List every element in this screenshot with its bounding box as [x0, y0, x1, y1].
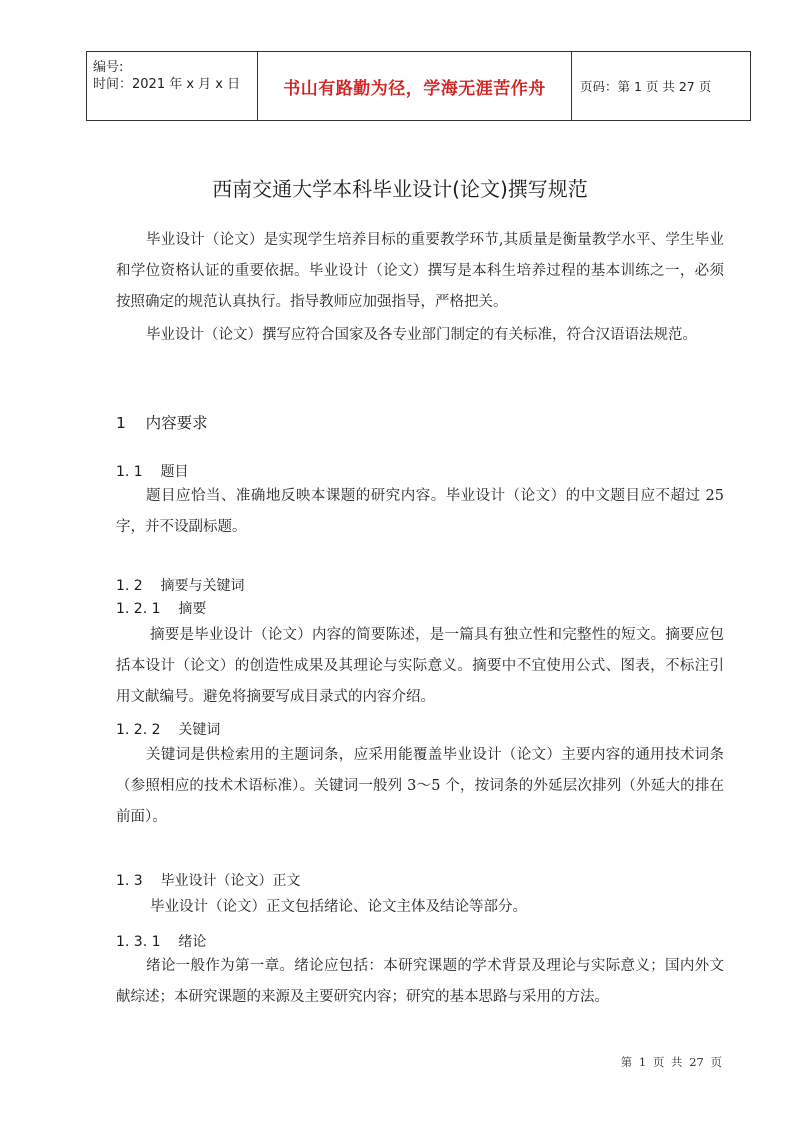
section-number: 1. 1: [116, 464, 143, 480]
section-number: 1: [116, 414, 126, 432]
document-title: 西南交通大学本科毕业设计(论文)撰写规范: [212, 177, 588, 201]
section-1-3-heading: [116, 870, 301, 890]
header-page-info: 页码：第 1 页 共 27 页: [572, 52, 751, 120]
section-number: 1. 2. 1: [116, 601, 161, 617]
header-motto: 书山有路勤为径，学海无涯苦作舟: [258, 52, 572, 120]
document-header: [86, 51, 751, 121]
section-1-2-heading: [116, 575, 245, 595]
section-1-3-body: 毕业设计（论文）正文包括绪论、论文主体及结论等部分。: [150, 899, 527, 915]
section-title: 题目: [160, 464, 189, 480]
section-number: 1. 3. 1: [116, 934, 161, 950]
intro-paragraph-2: 毕业设计（论文）撰写应符合国家及各专业部门制定的有关标准，符合汉语语法规范。: [146, 327, 697, 343]
header-time-label: 时间：2021 年 x 月 x 日: [93, 77, 241, 92]
section-1-2-1-body: 摘要是毕业设计（论文）内容的简要陈述，是一篇具有独立性和完整性的短文。摘要应包括本设计（论文）的创造性成果及其理论与实际意义。摘要中不宜使用公式、图表，不标注引用文献编号。避免将摘要写成目录式的内容介绍。: [116, 627, 724, 705]
section-1-1-heading: [116, 461, 189, 481]
section-1-3-1-body: 绪论一般作为第一章。绪论应包括：本研究课题的学术背景及理论与实际意义；国内外文献综述；本研究课题的来源及主要研究内容；研究的基本思路与采用的方法。: [116, 958, 724, 1005]
section-1-2-2-heading: [116, 719, 220, 739]
section-title: 关键词: [178, 722, 221, 738]
section-title: 绪论: [178, 934, 207, 950]
header-number-label: 编号:: [93, 60, 124, 75]
section-number: 1. 3: [116, 873, 143, 889]
section-title: 摘要与关键词: [160, 578, 245, 594]
section-title: 内容要求: [145, 414, 208, 432]
section-1-3-1-heading: [116, 931, 206, 951]
section-title: 毕业设计（论文）正文: [160, 873, 301, 889]
section-1-1-body: 题目应恰当、准确地反映本课题的研究内容。毕业设计（论文）的中文题目应不超过 25 字，并不设副标题。: [116, 488, 724, 535]
section-1-2-1-heading: [116, 598, 206, 618]
section-number: 1. 2: [116, 578, 143, 594]
intro-paragraph-1: 毕业设计（论文）是实现学生培养目标的重要教学环节,其质量是衡量教学水平、学生毕业和学位资格认证的重要依据。毕业设计（论文）撰写是本科生培养过程的基本训练之一，必须按照确定的规范认真执行。指导教师应加强指导，严格把关。: [116, 232, 724, 310]
section-1-2-2-body: 关键词是供检索用的主题词条，应采用能覆盖毕业设计（论文）主要内容的通用技术词条（参照相应的技术术语标准）。关键词一般列 3～5 个，按词条的外延层次排列（外延大的排在前面）。: [116, 747, 724, 825]
section-1-heading: [116, 411, 208, 433]
section-title: 摘要: [178, 601, 207, 617]
page-footer: 第 1 页 共 27 页: [620, 1055, 722, 1069]
header-meta-cell: [86, 52, 258, 120]
section-number: 1. 2. 2: [116, 722, 161, 738]
